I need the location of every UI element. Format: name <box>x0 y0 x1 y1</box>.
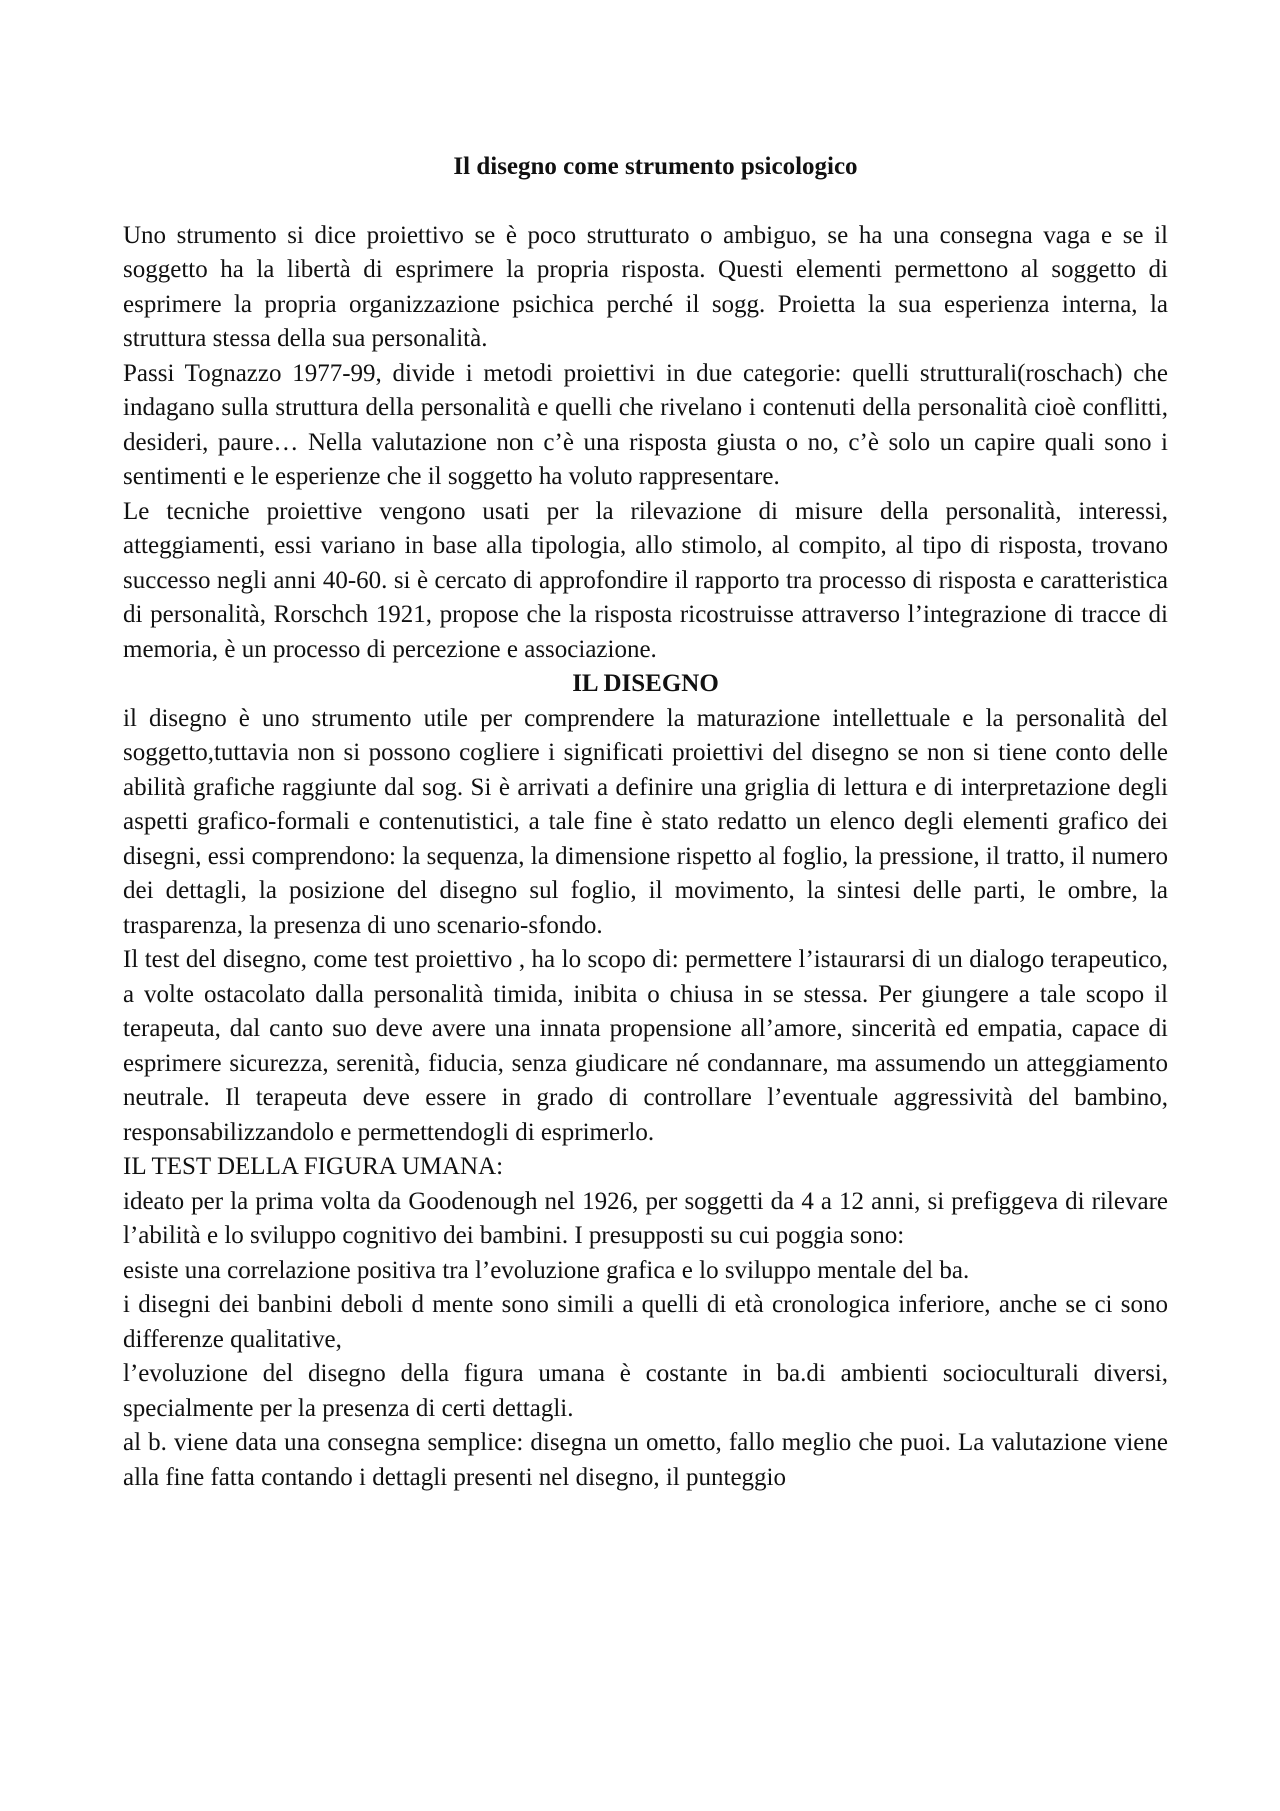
figura-paragraph-2: esiste una correlazione positiva tra l’evoluzione grafica e lo sviluppo mentale del ba. <box>123 1256 970 1284</box>
figura-paragraph-4: l’evoluzione del disegno della figura umana è costante in ba.di ambienti socioculturali diversi, specialmente per la presenza di certi dettagli. <box>123 1360 1168 1422</box>
figura-paragraph-1: ideato per la prima volta da Goodenough nel 1926, per soggetti da 4 a 12 anni, si prefiggeva di rilevare l’abilità e lo sviluppo cognitivo dei bambini. I presupposti su cui poggia sono: <box>123 1187 1168 1249</box>
document-title: Il disegno come strumento psicologico <box>453 153 858 180</box>
intro-paragraph-2: Passi Tognazzo 1977-99, divide i metodi proiettivi in due categorie: quelli strutturali(roschach) che indagano sulla struttura della personalità e quelli che rivelano i contenuti della personalità cioè conflitti, desideri, paure… Nella valutazione non c’è una risposta giusta o no, c’è solo un capire quali sono i sentimenti e le esperienze che il soggetto ha voluto rappresentare. <box>123 359 1168 490</box>
disegno-paragraph-1: il disegno è uno strumento utile per comprendere la maturazione intellettuale e la personalità del soggetto,tuttavia non si possono cogliere i significati proiettivi del disegno se non si tiene conto delle abilità grafiche raggiunte dal sog. Si è arrivati a definire una griglia di lettura e di interpretazione degli aspetti grafico-formali e contenutistici, a tale fine è stato redatto un elenco degli elementi grafico dei disegni, essi comprendono: la sequenza, la dimensione rispetto al foglio, la pressione, il tratto, il numero dei dettagli, la posizione del disegno sul foglio, il movimento, la sintesi delle parti, le ombre, la trasparenza, la presenza di uno scenario-sfondo. <box>123 704 1168 939</box>
intro-paragraph-1: Uno strumento si dice proiettivo se è poco strutturato o ambiguo, se ha una consegna vaga e se il soggetto ha la libertà di esprimere la propria risposta. Questi elementi permettono al soggetto di esprimere la propria organizzazione psichica perché il sogg. Proietta la sua esperienza interna, la struttura stessa della sua personalità. <box>123 221 1168 352</box>
figura-paragraph-5: al b. viene data una consegna semplice: disegna un ometto, fallo meglio che puoi. La valutazione viene alla fine fatta contando i dettagli presenti nel disegno, il punteggio <box>123 1429 1168 1491</box>
section-heading-figura-umana: IL TEST DELLA FIGURA UMANA: <box>123 1153 504 1180</box>
disegno-paragraph-2: Il test del disegno, come test proiettivo , ha lo scopo di: permettere l’istaurarsi di un dialogo terapeutico, a volte ostacolato dalla personalità timida, inibita o chiusa in se stessa. Per giungere a tale scopo il terapeuta, dal canto suo deve avere una innata propensione all’amore, sincerità ed empatia, capace di esprimere sicurezza, serenità, fiducia, senza giudicare né condannare, ma assumendo un atteggiamento neutrale. Il terapeuta deve essere in grado di controllare l’eventuale aggressività del bambino, responsabilizzandolo e permettendogli di esprimerlo. <box>123 946 1168 1146</box>
figura-paragraph-3: i disegni dei banbini deboli d mente sono simili a quelli di età cronologica inferiore, anche se ci sono differenze qualitative, <box>123 1291 1168 1353</box>
document-page <box>123 150 1168 1495</box>
section-heading-disegno: IL DISEGNO <box>572 670 719 697</box>
intro-paragraph-3: Le tecniche proiettive vengono usati per la rilevazione di misure della personalità, interessi, atteggiamenti, essi variano in base alla tipologia, allo stimolo, al compito, al tipo di risposta, trovano successo negli anni 40-60. si è cercato di approfondire il rapporto tra processo di risposta e caratteristica di personalità, Rorschch 1921, propose che la risposta ricostruisse attraverso l’integrazione di tracce di memoria, è un processo di percezione e associazione. <box>123 497 1168 663</box>
